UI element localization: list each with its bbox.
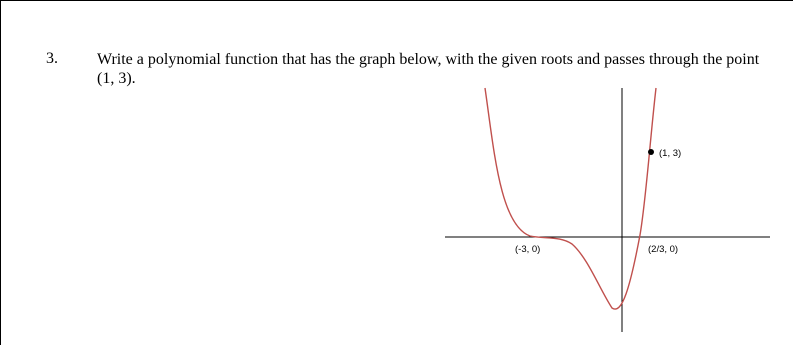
point-label: (1, 3) [659, 148, 682, 159]
point-marker [648, 149, 654, 155]
polynomial-curve [485, 88, 656, 309]
root-label-neg3: (-3, 0) [515, 244, 541, 255]
question-text-line-1: Write a polynomial function that has the graph below, with the given roots and passes through the point [97, 51, 760, 68]
question-number: 3. [46, 50, 58, 67]
question-text-line-2: (1, 3). [97, 70, 136, 87]
root-label-two-thirds: (2/3, 0) [648, 244, 679, 255]
